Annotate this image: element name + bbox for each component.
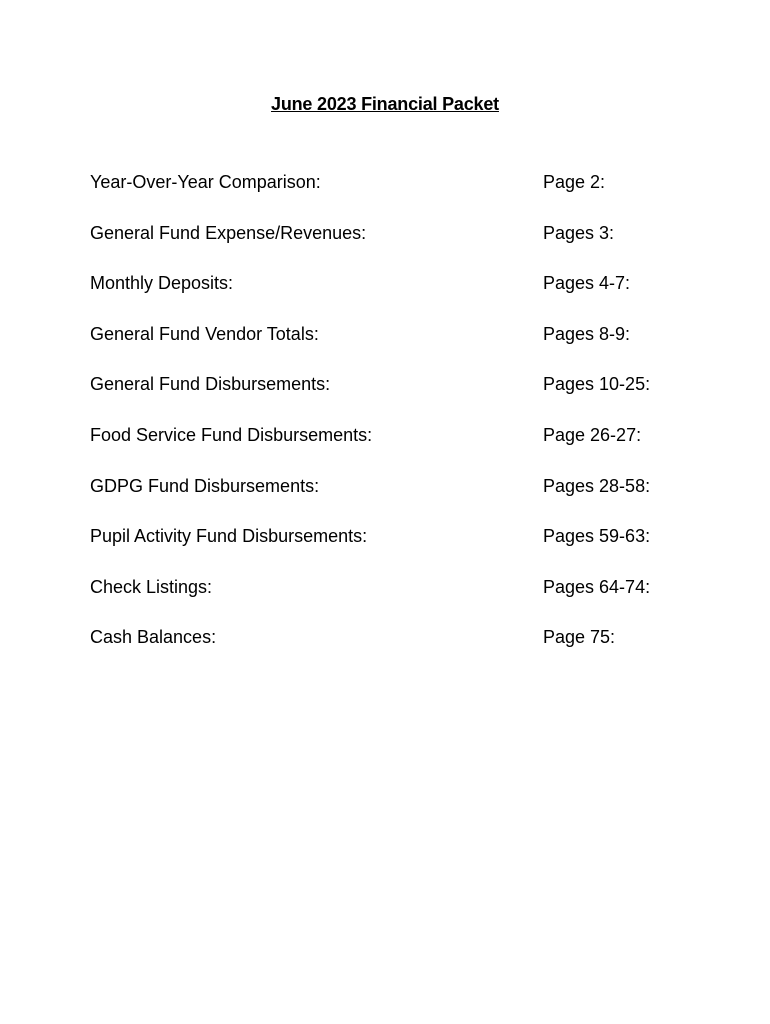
table-of-contents [90,170,690,676]
toc-entry-pages: Pages 28-58: [543,475,651,496]
toc-entry-label: Food Service Fund Disbursements: [90,424,373,445]
toc-entry-label: General Fund Expense/Revenues: [90,222,367,243]
toc-entry [90,625,690,676]
toc-entry-pages: Pages 59-63: [543,526,651,547]
toc-entry [90,322,690,373]
toc-entry [90,524,690,575]
toc-entry [90,271,690,322]
toc-entry [90,474,690,525]
toc-entry-pages: Pages 10-25: [543,374,651,395]
toc-entry-label: General Fund Disbursements: [90,374,331,395]
toc-entry-label: Monthly Deposits: [90,273,234,294]
toc-entry [90,372,690,423]
toc-entry-pages: Pages 3: [543,222,615,243]
toc-entry-pages: Pages 8-9: [543,323,631,344]
toc-entry [90,575,690,626]
toc-entry-label: Cash Balances: [90,627,217,648]
toc-entry-pages: Page 75: [543,627,616,648]
toc-entry-label: Check Listings: [90,576,213,597]
toc-entry-pages: Pages 64-74: [543,576,651,597]
toc-entry-label: Pupil Activity Fund Disbursements: [90,526,368,547]
document-title: June 2023 Financial Packet [271,94,499,114]
toc-entry-pages: Page 2: [543,172,606,192]
toc-entry-label: GDPG Fund Disbursements: [90,475,320,496]
toc-entry [90,170,690,221]
toc-entry [90,423,690,474]
toc-entry-label: Year-Over-Year Comparison: [90,172,321,192]
toc-entry-label: General Fund Vendor Totals: [90,323,319,344]
toc-entry-pages: Page 26-27: [543,424,642,445]
toc-entry-pages: Pages 4-7: [543,273,631,294]
toc-entry [90,221,690,272]
